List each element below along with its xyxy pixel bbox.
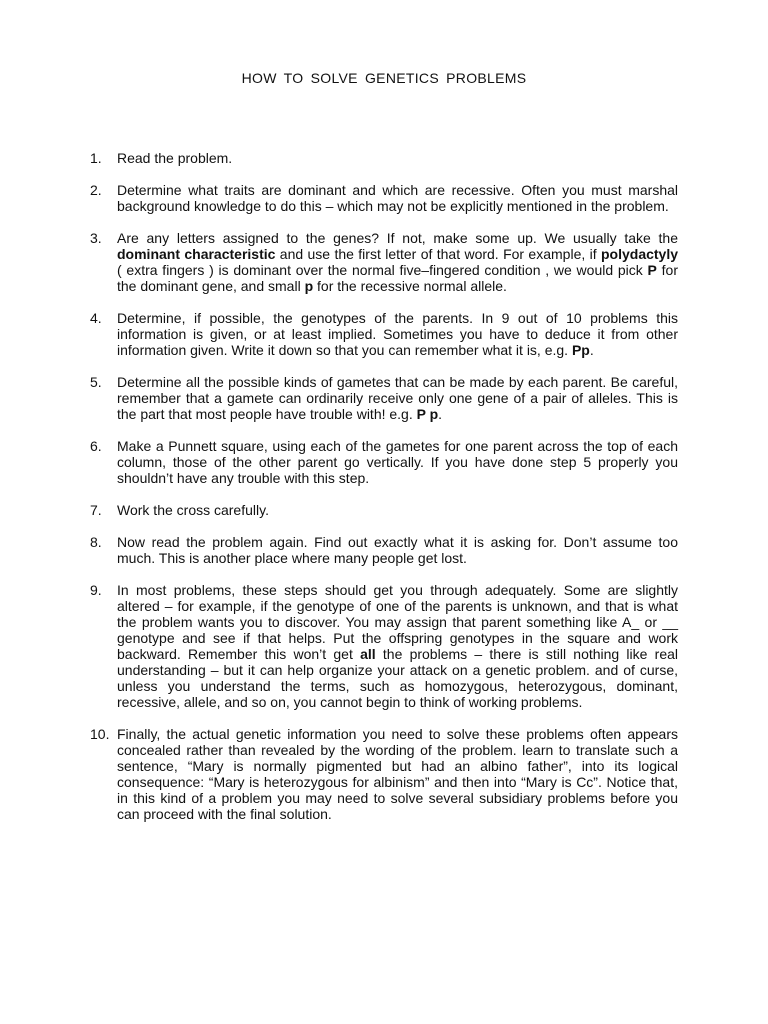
text-run: ( extra fingers ) is dominant over the normal five–fingered condition , we would pick (117, 262, 648, 278)
step-text (117, 726, 678, 822)
step-text (117, 374, 678, 422)
step-number: 9. (90, 582, 102, 598)
bold-term: all (360, 646, 376, 662)
list-item (90, 726, 678, 822)
bold-term: P (647, 262, 657, 278)
text-run: . (438, 406, 443, 422)
steps-list (90, 150, 678, 838)
page-title: HOW TO SOLVE GENETICS PROBLEMS (241, 70, 527, 86)
list-item (90, 374, 678, 422)
text-run: Read the problem. (117, 150, 233, 166)
step-number: 3. (90, 230, 102, 246)
step-number: 5. (90, 374, 102, 390)
step-text (117, 582, 678, 710)
text-run: for the dominant gene, and small (117, 262, 678, 294)
text-run: and use the first letter of that word. For example, if (275, 246, 601, 262)
text-run: Make a Punnett square, using each of the gametes for one parent across the top of each column, those of the other parent go vertically. If you have done step 5 properly you shouldn’t have any trouble with this step. (117, 438, 678, 486)
step-number: 4. (90, 310, 102, 326)
text-run: Determine what traits are dominant and which are recessive. Often you must marshal background knowledge to do this – which may not be explicitly mentioned in the problem. (117, 182, 678, 214)
list-item (90, 150, 678, 166)
text-run: Finally, the actual genetic information you need to solve these problems often appears concealed rather than revealed by the wording of the problem. learn to translate such a sentence, “Mary is normally pigmented but had an albino father”, into its logical consequence: “Mary is heterozygous for albinism” and then into “Mary is Cc”. Notice that, in this kind of a problem you may need to solve several subsidiary problems before you can proceed with the final solution. (117, 726, 678, 822)
list-item (90, 182, 678, 214)
list-item (90, 438, 678, 486)
text-run: for the recessive normal allele. (313, 278, 507, 294)
step-text (117, 150, 678, 166)
text-run: Determine, if possible, the genotypes of the parents. In 9 out of 10 problems this information is given, or at least implied. Sometimes you have to deduce it from other information given. Write it down so that you can remember what it is, e.g. (117, 310, 678, 358)
step-text (117, 182, 678, 214)
step-number: 6. (90, 438, 102, 454)
text-run: In most problems, these steps should get you through adequately. Some are slightly altered – for example, if the genotype of one of the parents is unknown, and that is what the problem wants you to discover. You may assign that parent something like A_ or __ genotype and see if that helps. Put the offspring genotypes in the square and work backward. Remember this won’t get (117, 582, 678, 662)
list-item (90, 582, 678, 710)
text-run: the problems – there is still nothing like real understanding – but it can help organize your attack on a genetic problem. and of curse, unless you understand the terms, such as homozygous, heterozygous, dominant, recessive, allele, and so on, you cannot begin to think of working problems. (117, 646, 679, 710)
bold-term: polydactyly (600, 246, 679, 262)
step-number: 10. (90, 726, 110, 742)
text-run: Are any letters assigned to the genes? If not, make some up. We usually take the (117, 230, 678, 246)
step-number: 7. (90, 502, 102, 518)
text-run: Now read the problem again. Find out exactly what it is asking for. Don’t assume too much. This is another place where many people get lost. (117, 534, 678, 566)
step-text (117, 310, 678, 358)
list-item (90, 230, 678, 294)
bold-term: p (304, 278, 314, 294)
text-run: Work the cross carefully. (117, 502, 269, 518)
step-number: 1. (90, 150, 102, 166)
step-number: 8. (90, 534, 102, 550)
step-text (117, 534, 678, 566)
list-item (90, 534, 678, 566)
list-item (90, 502, 678, 518)
step-text (117, 230, 678, 294)
bold-term: Pp (571, 342, 590, 358)
text-run: . (589, 342, 594, 358)
bold-term: dominant characteristic (117, 246, 276, 262)
step-text (117, 438, 678, 486)
step-number: 2. (90, 182, 102, 198)
bold-term: P p (416, 406, 439, 422)
text-run: Determine all the possible kinds of gametes that can be made by each parent. Be careful, remember that a gamete can ordinarily receive only one gene of a pair of alleles. This is the part that most people have trouble with! e.g. (117, 374, 678, 422)
step-text (117, 502, 678, 518)
list-item (90, 310, 678, 358)
